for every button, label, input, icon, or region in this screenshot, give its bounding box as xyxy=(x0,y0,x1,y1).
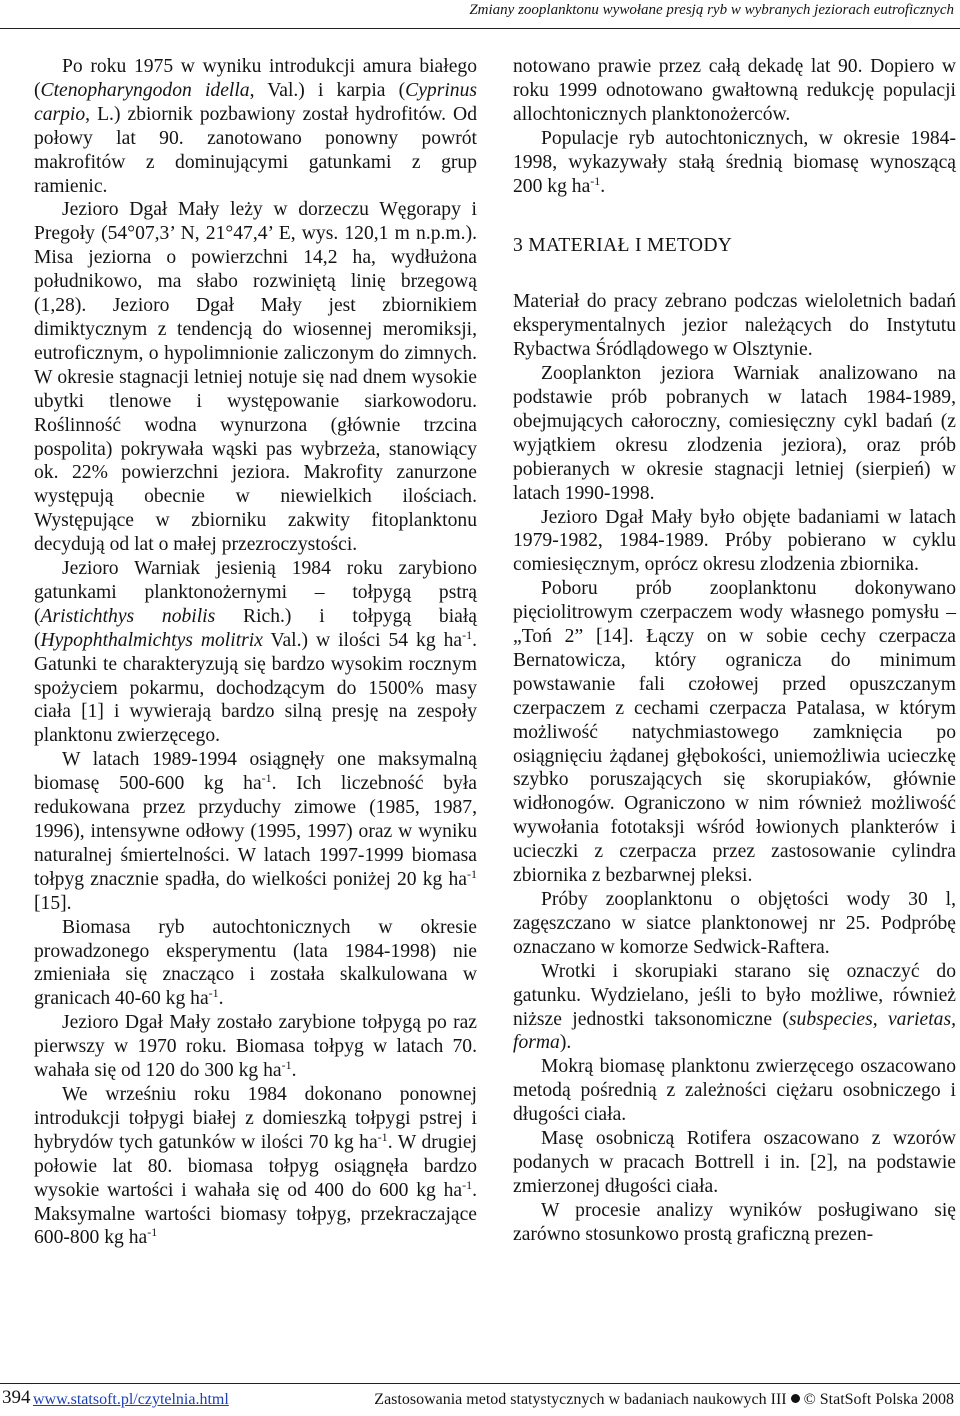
paragraph: Wrotki i skorupiaki starano się oznaczyć do gatunku. Wydzielano, jeśli to było możliwe, również niższe jednostki taksonomiczne (subspecies, varietas, forma). xyxy=(513,960,956,1054)
paragraph: We wrześniu roku 1984 dokonano ponownej introdukcji tołpygi białej z domieszką tołpygi pstrej i hybrydów tych gatunków w ilości 70 kg $ha^{-1}$. W drugiej połowie lat 80. biomasa tołpyg osiągnęła bardzo wysokie wartości i wahała się od 400 do 600 kg $ha^{-1}$. Maksymalne wartości biomasy tołpyg, przekraczające 600-800 kg $ha^{-1}$ xyxy=(34,1083,477,1249)
paragraph: Po roku 1975 w wyniku introdukcji amura białego (Ctenopharyngodon idella, Val.) i karpia (Cyprinus carpio, L.) zbiornik pozbawiony został hydrofitów. Od połowy lat 90. zanotowano ponowny powrót makrofitów z dominującymi gatunkami z grup ramienic. xyxy=(34,56,477,197)
left-column xyxy=(34,55,477,1250)
paragraph: notowano prawie przez całą dekadę lat 90. Dopiero w roku 1999 odnotowano gwałtowną redukcję populacji allochtonicznych planktonożerców. xyxy=(513,56,956,125)
footer-link[interactable]: www.statsoft.pl/czytelnia.html xyxy=(33,1391,229,1408)
page-footer xyxy=(0,1383,960,1416)
paragraph: Jezioro Dgał Mały zostało zarybione tołpygą po raz pierwszy w 1970 roku. Biomasa tołpyg w latach 70. wahała się od 120 do 300 kg $ha^{-1}$. xyxy=(34,1012,477,1082)
paragraph: Jezioro Dgał Mały było objęte badaniami w latach 1979-1982, 1984-1989. Próby pobierano w cyklu comiesięcznym, oprócz okresu zlodzenia zbiornika. xyxy=(513,506,956,576)
paragraph: Poboru prób zooplanktonu dokonywano pięciolitrowym czerpaczem wody własnego pomysłu – „Toń 2” [14]. Łączy on w sobie cechy czerpacza Bernatowicza, który ogranicza do minimum powstawanie fali czołowej przed opuszczanym czerpaczem z cechami czerpacza Patalasa, w którym możliwość natychmiastowego zamknięcia po osiągnięciu żądanej głębokości, uniemożliwia ucieczkę szybko poruszających się skorupiaków, głównie widłonogów. Ograniczono w nim również możliwość wywołania fototaksji wśród łowionych plankterów i ucieczki z czerpacza przez zastosowanie cylindra zbiornika z bezbarwnej pleksi. xyxy=(513,578,956,887)
footer-publication: Zastosowania metod statystycznych w badaniach naukowych III © StatSoft Polska 2008 xyxy=(374,1391,954,1408)
paragraph: Masę osobniczą Rotifera oszacowano z wzorów podanych w pracach Bottrell i in. [2], na podstawie zmierzonej długości ciała. xyxy=(513,1128,956,1197)
paragraph: Jezioro Dgał Mały leży w dorzeczu Węgorapy i Pregoły (54°07,3’ N, 21°47,4’ E, wys. 120,1 m n.p.m.). Misa jeziorna o powierzchni 14,2 ha, wydłużona południkowo, ma słabo rozwiniętą linię brzegową (1,28). Jezioro Dgał Mały jest zbiornikiem dimiktycznym z tendencją do wiosennej meromiksji, eutroficznym, o hypolimnionie zaliczonym do zimnych. W okresie stagnacji letniej notuje się nad dnem wysokie ubytki tlenowe i występowanie siarkowodoru. Roślinność wodna wynurzona (głównie trzcina pospolita) pokrywała wąski pas wybrzeża, stanowiący ok. 22% powierzchni jeziora. Makrofity zanurzone występują obecnie w niewielkich ilościach. Występujące w zbiorniku zakwity fitoplanktonu decydują od lat o małej przezroczystości. xyxy=(34,199,477,556)
paragraph: W procesie analizy wyników posługiwano się zarówno stosunkowo prostą graficzną prezen- xyxy=(513,1199,956,1245)
header-title: Zmiany zooplanktonu wywołane presją ryb w wybranych jeziorach eutroficznych xyxy=(469,2,954,18)
paragraph: Biomasa ryb autochtonicznych w okresie prowadzonego eksperymentu (lata 1984-1998) nie zmieniała się znacząco i została skalkulowana w granicach 40-60 kg $ha^{-1}$. xyxy=(34,916,477,1010)
bullet-icon xyxy=(791,1394,800,1403)
paragraph: W latach 1989-1994 osiągnęły one maksymalną biomasę 500-600 kg $ha^{-1}$. Ich liczebność była redukowana przez przyduchy zimowe (1985, 1987, 1996), intensywne odłowy (1995, 1997) oraz w wyniku naturalnej śmiertelności. W latach 1997-1999 biomasa tołpyg znacznie spadła, do wielkości poniżej 20 kg $ha^{-1}$ [15]. xyxy=(34,749,477,914)
running-header xyxy=(0,0,960,29)
paragraph: Jezioro Warniak jesienią 1984 roku zarybiono gatunkami planktonożernymi – tołpygą pstrą (Aristichthys nobilis Rich.) i tołpygą białą (Hypophthalmichtys molitrix Val.) w ilości 54 kg $ha^{-1}$. Gatunki te charakteryzują się bardzo wysokim rocznym spożyciem pokarmu, dochodzącym do 1500% masy ciała [1] i wywierają bardzo silną presję na zespoły planktonu zwierzęcego. xyxy=(34,558,478,747)
section-heading: 3 MATERIAŁ I METODY xyxy=(513,235,733,257)
paragraph: Populacje ryb autochtonicznych, w okresie 1984-1998, wykazywały stałą średnią biomasę wynoszącą 200 kg $ha^{-1}$. xyxy=(513,127,956,197)
paragraph: Zooplankton jeziora Warniak analizowano na podstawie prób pobranych w latach 1984-1989, obejmujących całoroczny, comiesięczny cykl badań (z wyjątkiem okresu zlodzenia jeziora), oraz prób pobieranych w okresie stagnacji letniej (sierpień) w latach 1990-1998. xyxy=(513,363,956,504)
paragraph: Mokrą biomasę planktonu zwierzęcego oszacowano metodą pośrednią z zależności ciężaru osobniczego i długości ciała. xyxy=(513,1056,956,1126)
paragraph: Materiał do pracy zebrano podczas wieloletnich badań eksperymentalnych jezior należących do Instytutu Rybactwa Śródlądowego w Olsztynie. xyxy=(513,291,956,361)
page-number: 394 xyxy=(2,1387,31,1408)
right-column xyxy=(513,55,956,1247)
paragraph: Próby zooplanktonu o objętości wody 30 l, zagęszczano w siatce planktonowej nr 25. Podpróbę oznaczano w komorze Sedwick-Raftera. xyxy=(513,889,956,958)
